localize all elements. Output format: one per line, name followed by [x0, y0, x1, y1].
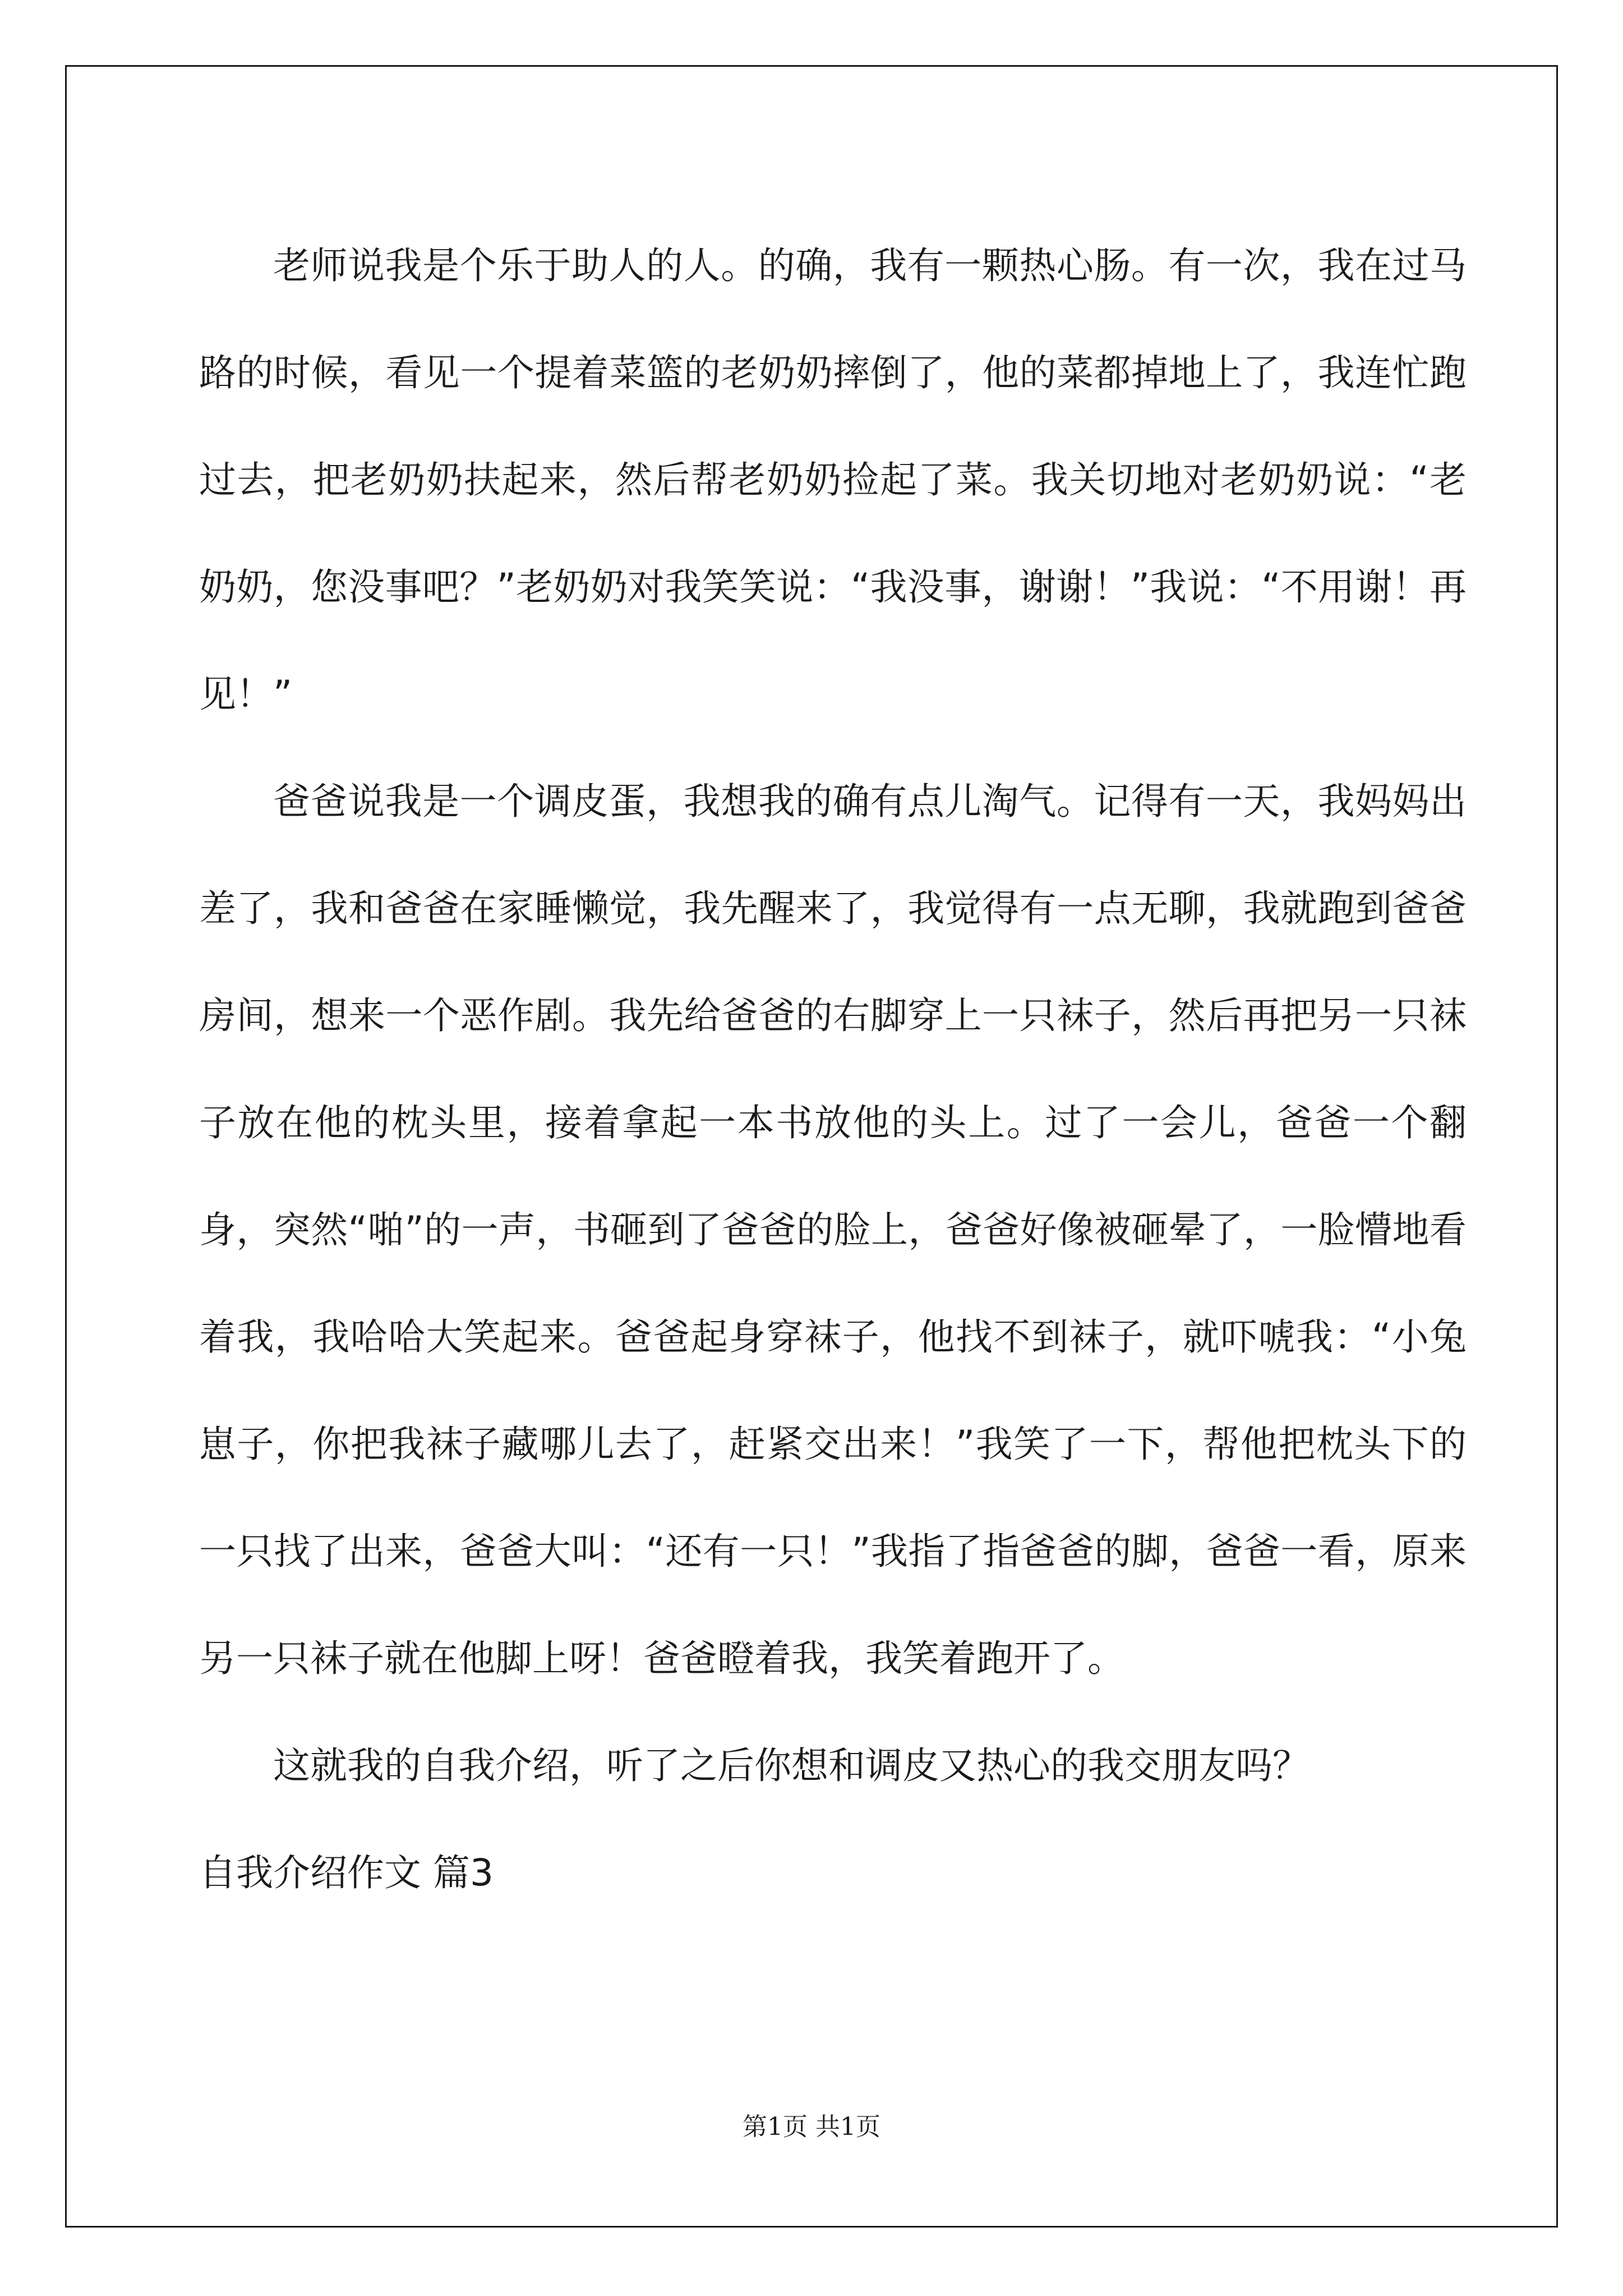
section-heading: 自我介绍作文 篇3 [199, 1851, 494, 1894]
page-footer: 第1页 共1页 [743, 2113, 880, 2141]
document-body [199, 212, 1467, 1926]
paragraph-conclusion: 这就我的自我介绍，听了之后你想和调皮又热心的我交朋友吗？ [273, 1744, 1310, 1787]
paragraph-helpful: 老师说我是个乐于助人的人。的确，我有一颗热心肠。有一次，我在过马路的时候，看见一个提着菜篮的老奶奶摔倒了，他的菜都掉地上了，我连忙跑过去，把老奶奶扶起来，然后帮老奶奶捡起了菜。我关切地对老奶奶说：“老奶奶，您没事吧？”老奶奶对我笑笑说：“我没事，谢谢！”我说：“不用谢！再见！” [199, 244, 1467, 716]
paragraph-naughty: 爸爸说我是一个调皮蛋，我想我的确有点儿淘气。记得有一天，我妈妈出差了，我和爸爸在家睡懒觉，我先醒来了，我觉得有一点无聊，我就跑到爸爸房间，想来一个恶作剧。我先给爸爸的右脚穿上一只袜子，然后再把另一只袜子放在他的枕头里，接着拿起一本书放他的头上。过了一会儿，爸爸一个翻身，突然“啪”的一声，书砸到了爸爸的脸上，爸爸好像被砸晕了，一脸懵地看着我，我哈哈大笑起来。爸爸起身穿袜子，他找不到袜子，就吓唬我：“小兔崽子，你把我袜子藏哪儿去了，赶紧交出来！”我笑了一下，帮他把枕头下的一只找了出来，爸爸大叫：“还有一只！”我指了指爸爸的脚，爸爸一看，原来另一只袜子就在他脚上呀！爸爸瞪着我，我笑着跑开了。 [199, 780, 1467, 1680]
